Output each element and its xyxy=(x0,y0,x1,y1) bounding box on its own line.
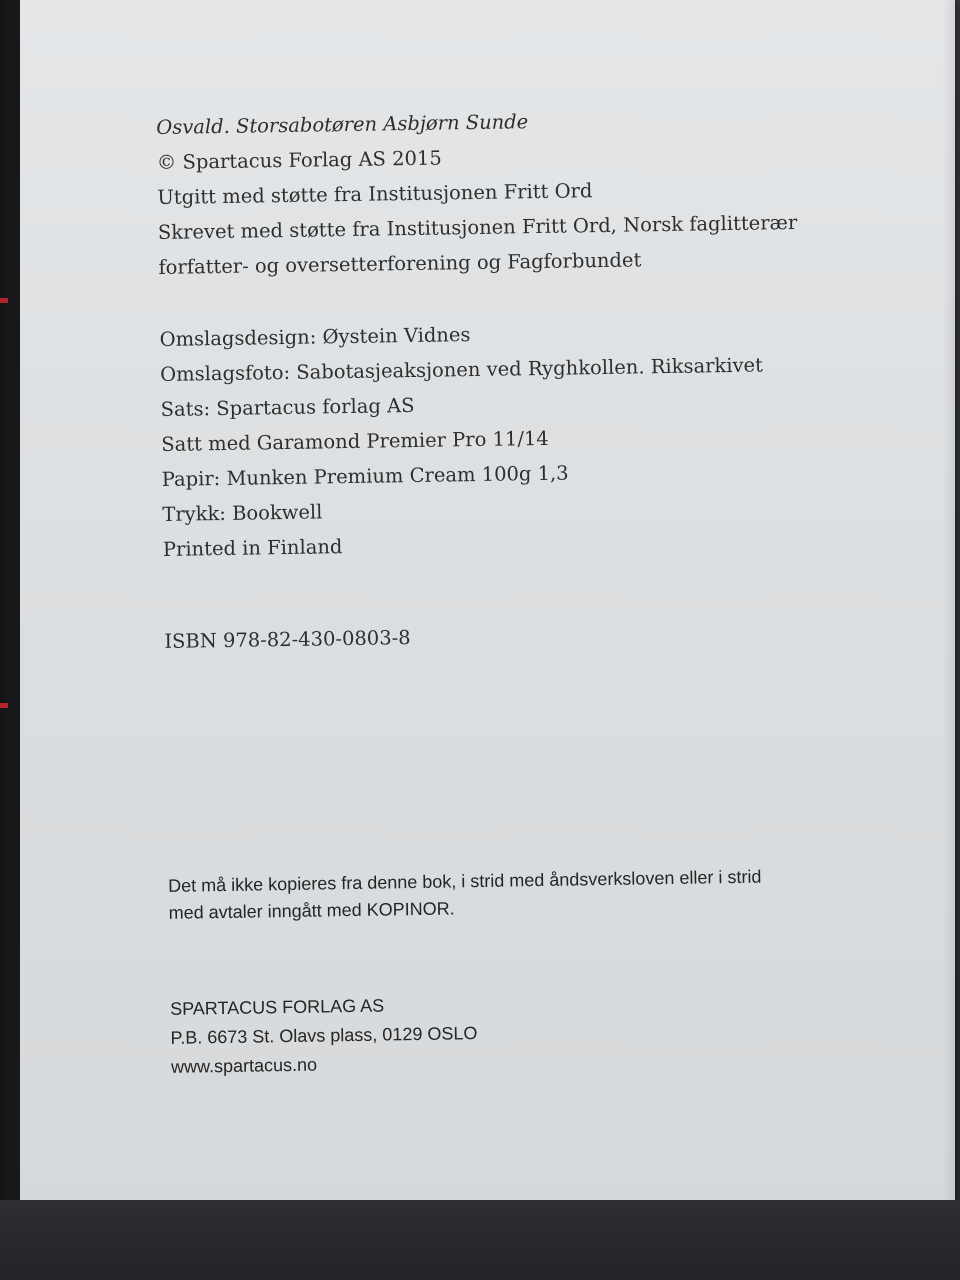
spacer xyxy=(165,648,888,873)
copyright-notice-line: med avtaler inngått med KOPINOR. xyxy=(168,898,455,923)
production-line: Trykk: Bookwell xyxy=(162,500,323,526)
red-edge-mark xyxy=(0,298,8,303)
support-line: Utgitt med støtte fra Institusjonen Fritt Ord xyxy=(157,179,593,209)
production-line: Omslagsfoto: Sabotasjeaksjonen ved Ryghkollen. Riksarkivet xyxy=(159,353,764,386)
publisher-website: www.spartacus.no xyxy=(170,1054,318,1077)
production-line: Printed in Finland xyxy=(162,535,343,561)
production-line: Omslagsdesign: Øystein Vidnes xyxy=(159,323,471,351)
publisher-name: SPARTACUS FORLAG AS xyxy=(169,995,385,1019)
book-title-line: Osvald. Storsabotøren Asbjørn Sunde xyxy=(156,110,529,139)
copyright-line: © Spartacus Forlag AS 2015 xyxy=(156,146,442,174)
table-shadow xyxy=(0,1200,960,1280)
support-line: Skrevet med støtte fra Institusjonen Fritt Ord, Norsk faglitterær xyxy=(157,210,798,244)
publisher-address: P.B. 6673 St. Olavs plass, 0129 OSLO xyxy=(170,1023,478,1048)
spacer xyxy=(169,916,890,995)
support-line: forfatter- og oversetterforening og Fagforbundet xyxy=(158,248,642,279)
colophon-content xyxy=(156,99,891,1082)
production-line: Papir: Munken Premium Cream 100g 1,3 xyxy=(161,461,569,491)
production-line: Sats: Spartacus forlag AS xyxy=(160,393,415,421)
red-edge-mark xyxy=(0,703,8,708)
copyright-notice-line: Det må ikke kopieres fra denne bok, i strid med åndsverksloven eller i strid xyxy=(168,866,762,896)
production-line: Satt med Garamond Premier Pro 11/14 xyxy=(161,426,549,456)
isbn: ISBN 978-82-430-0803-8 xyxy=(164,626,411,653)
